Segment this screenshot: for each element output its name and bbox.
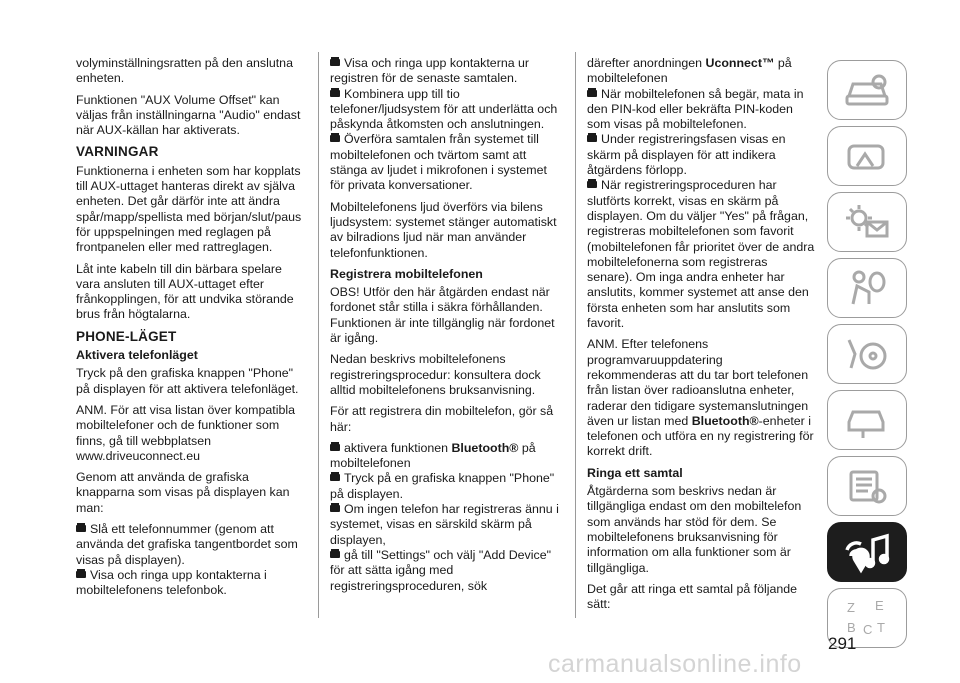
tab-safety[interactable] [827,258,907,318]
specs-list-icon [839,466,895,506]
bullet-icon [330,59,340,66]
paragraph: För att registrera din mobiltelefon, gör så här: [330,404,554,434]
bullet-item: Visa och ringa upp kontakterna ur registren för de senaste samtalen. [330,56,530,86]
steering-wheel-tools-icon [839,334,895,374]
tab-driving[interactable] [827,324,907,384]
paragraph: Mobiltelefonens ljud överförs via bilens ljudsystem: systemet stänger automatiskt av bilradions ljud när man använder telefonfunktionen. [330,199,557,260]
paragraph: Tryck på den grafiska knappen "Phone" på displayen för att aktivera telefonläget. [76,366,299,396]
bullet-item: Om ingen telefon har registreras ännu i systemet, visas en särskild skärm på displayen, [330,502,559,547]
chapter-nav [827,60,907,654]
text-column-3 [587,56,815,618]
index-letter: Z [847,600,855,615]
tab-emergency[interactable] [827,390,907,450]
airbag-person-icon [839,268,895,308]
bullet-icon [330,474,340,481]
bullet-icon [587,181,597,188]
subheading-registrera: Registrera mobiltelefonen [330,266,483,281]
index-letter: E [875,598,884,613]
subheading-ringa: Ringa ett samtal [587,465,683,480]
subheading-aktivera: Aktivera telefonläget [76,348,198,363]
light-envelope-icon [839,202,895,242]
index-letter: T [877,620,885,635]
column-divider [575,52,576,618]
bullet-item: Tryck på en grafiska knappen "Phone" på displayen. [330,471,555,501]
index-letter: B [847,620,856,635]
bullet-item: Under registreringsfasen visas en skärm på displayen för att indikera åtgärdens förlopp. [587,132,786,178]
bullet-item: När mobiltelefonen så begär, mata in den PIN-kod eller bekräfta PIN-koden som visas på mobiltelefonen. [587,86,804,132]
tab-specs[interactable] [827,456,907,516]
text-column-1 [76,56,302,599]
bullet-item: Kombinera upp till tio telefoner/ljudsystem för att underlätta och påskynda åtkomsten och anslutningen. [330,86,558,132]
index-letter: C [863,622,873,637]
column-divider [318,52,319,618]
paragraph: därefter anordningen Uconnect™ på mobiltelefonen [587,56,792,86]
car-key-icon [839,136,895,176]
bullet-icon [330,551,340,558]
paragraph: Det går att ringa ett samtal på följande sätt: [587,581,798,612]
bullet-icon [587,90,597,97]
car-lift-icon [839,400,895,440]
bullet-item: gå till "Settings" och välj "Add Device" för att sätta igång med registreringsproceduren, sök [330,547,551,593]
bullet-item: aktivera funktionen Bluetooth® på mobiltelefonen [330,440,536,471]
watermark: carmanualsonline.info [548,650,802,678]
bullet-icon [76,571,86,578]
bullet-icon [587,135,597,142]
paragraph: OBS! Utför den här åtgärden endast när fordonet står stilla i säkra förhållanden. Funktionen är inte tillgänglig när fordonet är igång. [330,285,555,346]
bullet-item: Slå ett telefonnummer (genom att använda det grafiska tangentbordet som visas på displayen). [76,522,298,567]
bullet-icon [330,135,340,142]
paragraph: ANM. För att visa listan över kompatibla mobiltelefoner och de funktioner som finns, gå till webbplatsen www.driveuconnect.eu [76,402,295,463]
bullet-item: Överföra samtalen från systemet till mobiltelefonen och tvärtom samt att stänga av ljudet i mikrofonen i systemet för privata konversationer. [330,132,547,193]
paragraph: Funktionen "AUX Volume Offset" kan väljas från inställningarna "Audio" endast när AUX-källan har aktiverats. [76,92,301,138]
paragraph: ANM. Efter telefonens programvaruuppdatering rekommenderas att du tar bort telefonen från listan över radioanslutna enheter, raderar den tidigare systemanslutningen även ur listan med Bluetooth®-enheter i telefonen och utföra en ny registrering för korrekt drift. [587,337,814,459]
paragraph: Nedan beskrivs mobiltelefonens registreringsprocedur: konsultera dock alltid mobiltelefonens bruksanvisning. [330,352,541,397]
text-column-2 [330,56,562,594]
bullet-icon [330,444,340,451]
tab-multimedia[interactable] [827,522,907,582]
paragraph: Genom att använda de grafiska knapparna som visas på displayen kan man: [76,470,290,515]
bullet-item: Visa och ringa upp kontakterna i mobiltelefonens telefonbok. [76,567,267,598]
bullet-item: När registreringsproceduren har slutförts korrekt, visas en skärm på displayen. Om du väljer "Yes" på frågan, registreras mobiltelefonen som favorit (mobiltelefonen får prioritet över de andra mobiltelefonerna som registreras senare). Om inga andra enheter har anslutits, kommer systemet att anse den första enheten som har anslutits som favorit. [587,178,815,331]
paragraph: Funktionerna i enheten som har kopplats till AUX-uttaget hanteras direkt av själva enheten. Det går därför inte att ändra spår/mapp/spellista med början/slut/paus för uppspelningen med reglagen på frontpanelen eller med rattreglagen. [76,163,302,255]
paragraph: Åtgärderna som beskrivs nedan är tillgängliga endast om den mobiltelefon som används har stöd för dem. Se mobiltelefonens bruksanvisning för information om alla funktioner som är tillgängliga. [587,484,802,575]
multimedia-icon [839,530,895,574]
tab-dashboard[interactable] [827,60,907,120]
section-heading-phone: PHONE-LÄGET [76,328,177,344]
bullet-icon [330,505,340,512]
tab-key[interactable] [827,126,907,186]
tab-lights[interactable] [827,192,907,252]
paragraph: volyminställningsratten på den anslutna enheten. [76,56,293,86]
bullet-icon [330,90,340,97]
section-heading-varningar: VARNINGAR [76,144,159,160]
page-number: 291 [828,634,857,653]
bullet-icon [76,525,86,532]
car-dashboard-icon [839,70,895,110]
paragraph: Låt inte kabeln till din bärbara spelare vara ansluten till AUX-uttaget efter frånkopplingen, för att undvika störande brus från högtalarna. [76,261,294,322]
